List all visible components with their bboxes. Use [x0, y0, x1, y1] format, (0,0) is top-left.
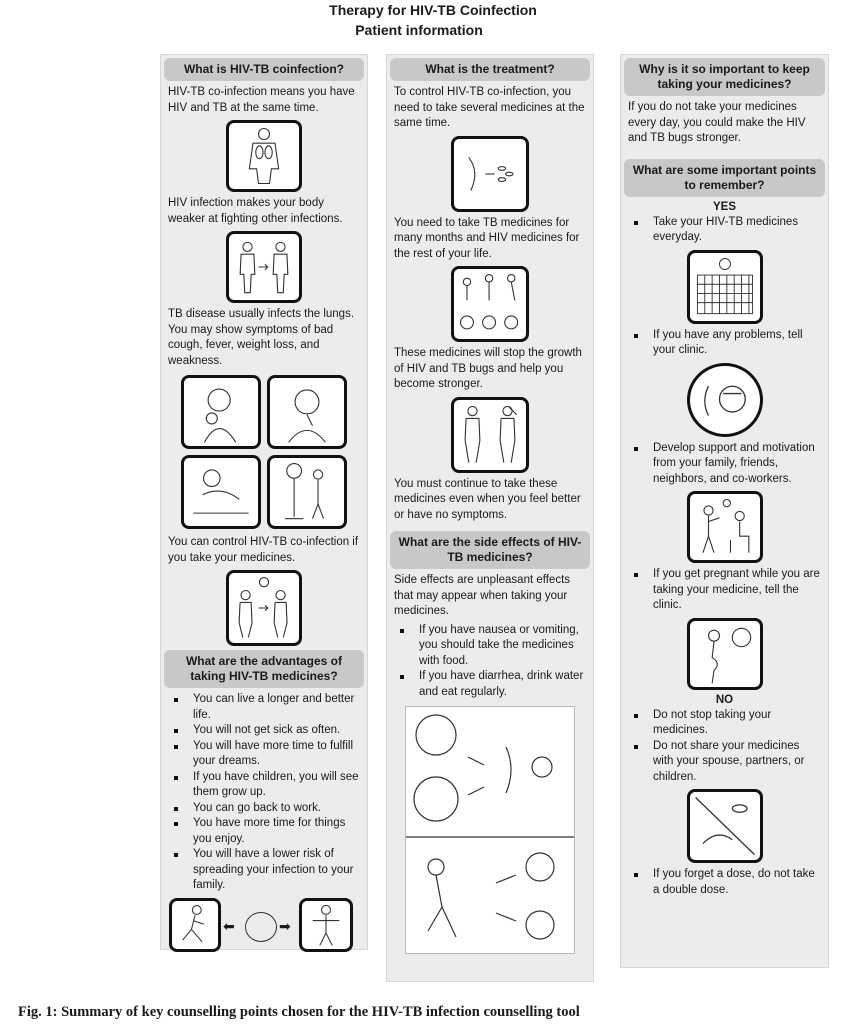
working-person-illustration	[299, 898, 353, 952]
advantages-list	[161, 692, 367, 894]
section-header-side-effects: What are the side effects of HIV-TB medicines?	[390, 531, 590, 569]
yes-list-1	[621, 215, 828, 246]
tb-symptoms-text: TB disease usually infects the lungs. You may show symptoms of bad cough, fever, weight loss, and weakness.	[168, 308, 355, 367]
list-item: You can live a longer and better life.	[193, 692, 361, 723]
column-treatment	[386, 54, 594, 982]
stronger-body-illustration	[451, 397, 529, 473]
list-item: You will have more time to fulfill your dreams.	[193, 739, 361, 770]
list-item: Develop support and motivation from your family, friends, neighbors, and co-workers.	[653, 441, 822, 488]
document-subtitle: Patient information	[355, 22, 483, 38]
list-item: If you have diarrhea, drink water and eat regularly.	[419, 669, 587, 700]
list-item: If you have children, you will see them grow up.	[193, 770, 361, 801]
side-effects-text: Side effects are unpleasant effects that may appear when taking your medicines.	[394, 574, 571, 617]
document-title: Therapy for HIV-TB Coinfection	[329, 2, 537, 18]
duration-text: You need to take TB medicines for many months and HIV medicines for the rest of your life.	[394, 216, 580, 260]
list-item: You will have a lower risk of spreading your infection to your family.	[193, 847, 361, 894]
arrow-right-icon: ➡	[279, 917, 291, 934]
side-effects-illustration	[405, 706, 575, 954]
yes-list-4	[621, 567, 828, 614]
phone-clinic-illustration	[687, 363, 763, 437]
list-item: If you forget a dose, do not take a double dose.	[653, 867, 822, 898]
arrow-left-icon: ⬅	[223, 917, 235, 934]
healthy-to-weak-body-illustration	[226, 231, 302, 303]
weight-loss-scale-illustration	[267, 455, 347, 529]
section-header-treatment: What is the treatment?	[390, 58, 590, 81]
pill-calendar-illustration	[687, 250, 763, 324]
advantages-illustration-row	[161, 898, 367, 956]
section-header-why-important: Why is it so important to keep taking your medicines?	[624, 58, 825, 96]
section-header-what-is-coinfection: What is HIV-TB coinfection?	[164, 58, 364, 81]
list-item: Do not stop taking your medicines.	[653, 708, 822, 739]
long-term-treatment-illustration	[451, 266, 529, 342]
fever-illustration	[267, 375, 347, 449]
list-item: If you have any problems, tell your clinic.	[653, 328, 822, 359]
body-lungs-illustration	[226, 120, 302, 192]
section-header-important-points: What are some important points to remember?	[624, 159, 825, 197]
list-item: If you have nausea or vomiting, you should take the medicines with food.	[419, 623, 587, 670]
column-coinfection	[160, 54, 368, 950]
continue-medicine-text: You must continue to take these medicines even when you feel better or have no symptoms.	[394, 477, 581, 521]
list-item: Take your HIV-TB medicines everyday.	[653, 215, 822, 246]
running-person-illustration	[169, 898, 221, 952]
weakness-in-bed-illustration	[181, 455, 261, 529]
no-list-2	[621, 867, 828, 898]
list-item: You can go back to work.	[193, 801, 361, 817]
no-list	[621, 708, 828, 786]
column-adherence	[620, 54, 829, 968]
list-item: You will not get sick as often.	[193, 723, 361, 739]
no-sharing-medicine-illustration	[687, 789, 763, 863]
coinfection-definition: HIV-TB co-infection means you have HIV and TB at the same time.	[168, 86, 355, 114]
taking-medicine-recovery-illustration	[226, 570, 302, 646]
symptoms-illustration-grid	[161, 375, 367, 529]
family-support-illustration	[687, 491, 763, 563]
section-header-advantages: What are the advantages of taking HIV-TB medicines?	[164, 650, 364, 688]
cough-illustration	[181, 375, 261, 449]
list-item: Do not share your medicines with your spouse, partners, or children.	[653, 739, 822, 786]
yes-label: YES	[712, 200, 736, 213]
treatment-text: To control HIV-TB co-infection, you need to take several medicines at the same time.	[394, 86, 585, 129]
medicine-effect-text: These medicines will stop the growth of HIV and TB bugs and help you become stronger.	[394, 347, 582, 390]
pregnant-woman-illustration	[687, 618, 763, 690]
yes-list-3	[621, 441, 828, 488]
no-label: NO	[715, 693, 734, 706]
yes-list-2	[621, 328, 828, 359]
list-item: You have more time for things you enjoy.	[193, 816, 361, 847]
control-coinfection-text: You can control HIV-TB co-infection if you take your medicines.	[168, 536, 359, 564]
face-icon	[245, 912, 277, 942]
why-important-text: If you do not take your medicines every day, you could make the HIV and TB bugs stronger.	[628, 101, 806, 144]
figure-caption: Fig. 1: Summary of key counselling points chosen for the HIV-TB infection counselling tool	[18, 1004, 580, 1020]
side-effects-list	[387, 623, 593, 701]
taking-pills-illustration	[451, 136, 529, 212]
hiv-weakens-text: HIV infection makes your body weaker at fighting other infections.	[168, 197, 343, 225]
list-item: If you get pregnant while you are taking your medicine, tell the clinic.	[653, 567, 822, 614]
